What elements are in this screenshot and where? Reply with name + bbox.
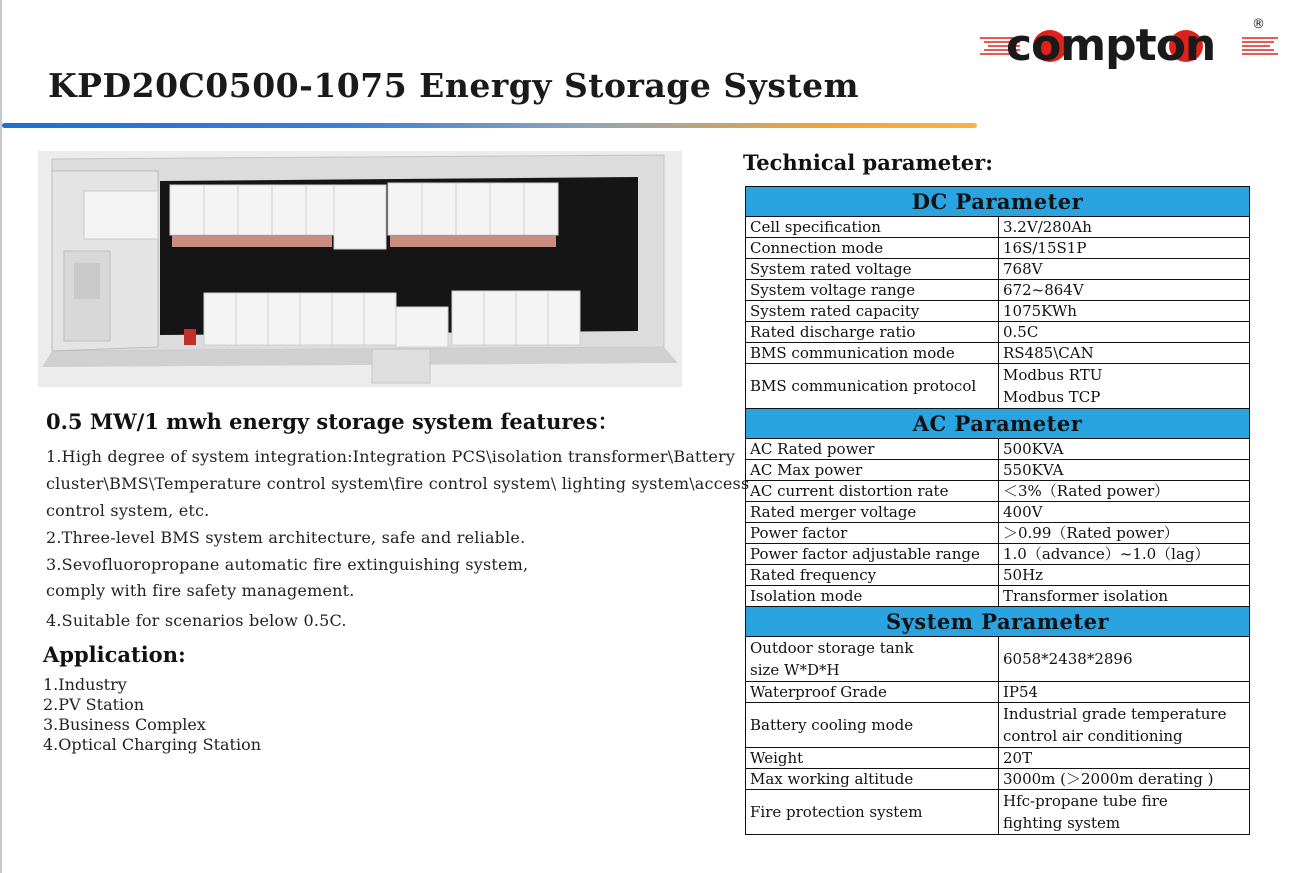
table-row: [746, 748, 1250, 769]
table-row: [746, 481, 1250, 502]
param-label: System rated capacity: [746, 301, 999, 322]
param-value: 500KVA: [999, 439, 1250, 460]
param-label: Rated discharge ratio: [746, 322, 999, 343]
param-value: 3.2V/280Ah: [999, 217, 1250, 238]
param-label: Connection mode: [746, 238, 999, 259]
param-value: [999, 364, 1250, 409]
param-label: [746, 637, 999, 682]
param-label: Rated frequency: [746, 565, 999, 586]
container-illustration: [38, 151, 682, 387]
registered-mark: ®: [1252, 17, 1265, 32]
param-label: BMS communication protocol: [746, 364, 999, 409]
table-row: [746, 238, 1250, 259]
param-label: BMS communication mode: [746, 343, 999, 364]
param-label: AC Max power: [746, 460, 999, 481]
table-row: [746, 439, 1250, 460]
param-value: 768V: [999, 259, 1250, 280]
feature-line: 3.Sevofluoropropane automatic fire extinguishing system,: [46, 555, 529, 574]
param-label: Power factor: [746, 523, 999, 544]
table-row: [746, 217, 1250, 238]
dc-section-header: [746, 187, 1250, 217]
table-row: [746, 322, 1250, 343]
ac-section-header: [746, 409, 1250, 439]
application-heading: Application:: [43, 642, 186, 667]
param-label: Cell specification: [746, 217, 999, 238]
param-label: AC Rated power: [746, 439, 999, 460]
param-label: AC current distortion rate: [746, 481, 999, 502]
param-value: RS485\CAN: [999, 343, 1250, 364]
param-value: [999, 790, 1250, 835]
feature-line: 2.Three-level BMS system architecture, safe and reliable.: [46, 528, 526, 547]
param-value: 1.0（advance）~1.0（lag）: [999, 544, 1250, 565]
table-row: [746, 523, 1250, 544]
param-value: 50Hz: [999, 565, 1250, 586]
param-label: Weight: [746, 748, 999, 769]
feature-line: 1.High degree of system integration:Integration PCS\isolation transformer\Battery: [46, 447, 736, 466]
table-row: [746, 544, 1250, 565]
param-value: ＞0.99（Rated power）: [999, 523, 1250, 544]
page-edge: [0, 0, 2, 873]
param-value: 400V: [999, 502, 1250, 523]
param-label: Fire protection system: [746, 790, 999, 835]
logo-wordmark: compton: [1006, 20, 1216, 71]
application-item: 4.Optical Charging Station: [43, 735, 262, 754]
param-value: ＜3%（Rated power）: [999, 481, 1250, 502]
container-product-image: [38, 151, 682, 387]
features-heading: 0.5 MW/1 mwh energy storage system features：: [46, 409, 619, 434]
param-value: Transformer isolation: [999, 586, 1250, 607]
feature-line: cluster\BMS\Temperature control system\fire control system\ lighting system\access: [46, 474, 750, 493]
application-item: 3.Business Complex: [43, 715, 206, 734]
param-label: Power factor adjustable range: [746, 544, 999, 565]
table-row: [746, 790, 1250, 835]
compton-logo-graphic: [980, 14, 1280, 76]
param-value-line: Hfc-propane tube fire: [1003, 792, 1168, 810]
param-label: Rated merger voltage: [746, 502, 999, 523]
table-row: [746, 259, 1250, 280]
param-label-line: size W*D*H: [750, 661, 840, 679]
table-row: [746, 364, 1250, 409]
application-item: 1.Industry: [43, 675, 127, 694]
table-row: [746, 565, 1250, 586]
technical-parameter-heading: Technical parameter:: [743, 150, 993, 175]
compton-logo: [980, 14, 1280, 76]
section-title: AC Parameter: [746, 409, 1250, 439]
table-row: [746, 769, 1250, 790]
param-value-line: control air conditioning: [1003, 727, 1183, 745]
param-label: Waterproof Grade: [746, 682, 999, 703]
table-row: [746, 703, 1250, 748]
param-value: 20T: [999, 748, 1250, 769]
table-row: [746, 637, 1250, 682]
param-label: Isolation mode: [746, 586, 999, 607]
feature-line: comply with fire safety management.: [46, 581, 355, 600]
param-value: 0.5C: [999, 322, 1250, 343]
param-value: 672~864V: [999, 280, 1250, 301]
table-row: [746, 343, 1250, 364]
table-row: [746, 460, 1250, 481]
param-value-line: Industrial grade temperature: [1003, 705, 1227, 723]
title-divider: [2, 123, 977, 128]
param-value-line: Modbus RTU: [1003, 366, 1103, 384]
feature-line: 4.Suitable for scenarios below 0.5C.: [46, 611, 347, 630]
param-value-line: fighting system: [1003, 814, 1121, 832]
page-title: KPD20C0500-1075 Energy Storage System: [48, 66, 860, 105]
table-row: [746, 502, 1250, 523]
param-value: 1075KWh: [999, 301, 1250, 322]
table-row: [746, 586, 1250, 607]
param-value-line: Modbus TCP: [1003, 388, 1101, 406]
param-label: System voltage range: [746, 280, 999, 301]
param-value: 6058*2438*2896: [999, 637, 1250, 682]
feature-line: control system, etc.: [46, 501, 210, 520]
section-title: DC Parameter: [746, 187, 1250, 217]
table-row: [746, 301, 1250, 322]
param-value: 550KVA: [999, 460, 1250, 481]
param-label: System rated voltage: [746, 259, 999, 280]
param-value: IP54: [999, 682, 1250, 703]
section-title: System Parameter: [746, 607, 1250, 637]
table-row: [746, 682, 1250, 703]
param-value: [999, 703, 1250, 748]
system-section-header: [746, 607, 1250, 637]
parameter-table: [745, 186, 1250, 835]
param-label: Battery cooling mode: [746, 703, 999, 748]
application-item: 2.PV Station: [43, 695, 145, 714]
param-value: 16S/15S1P: [999, 238, 1250, 259]
param-label: Max working altitude: [746, 769, 999, 790]
param-label-line: Outdoor storage tank: [750, 639, 914, 657]
param-value: 3000m (＞2000m derating ): [999, 769, 1250, 790]
table-row: [746, 280, 1250, 301]
